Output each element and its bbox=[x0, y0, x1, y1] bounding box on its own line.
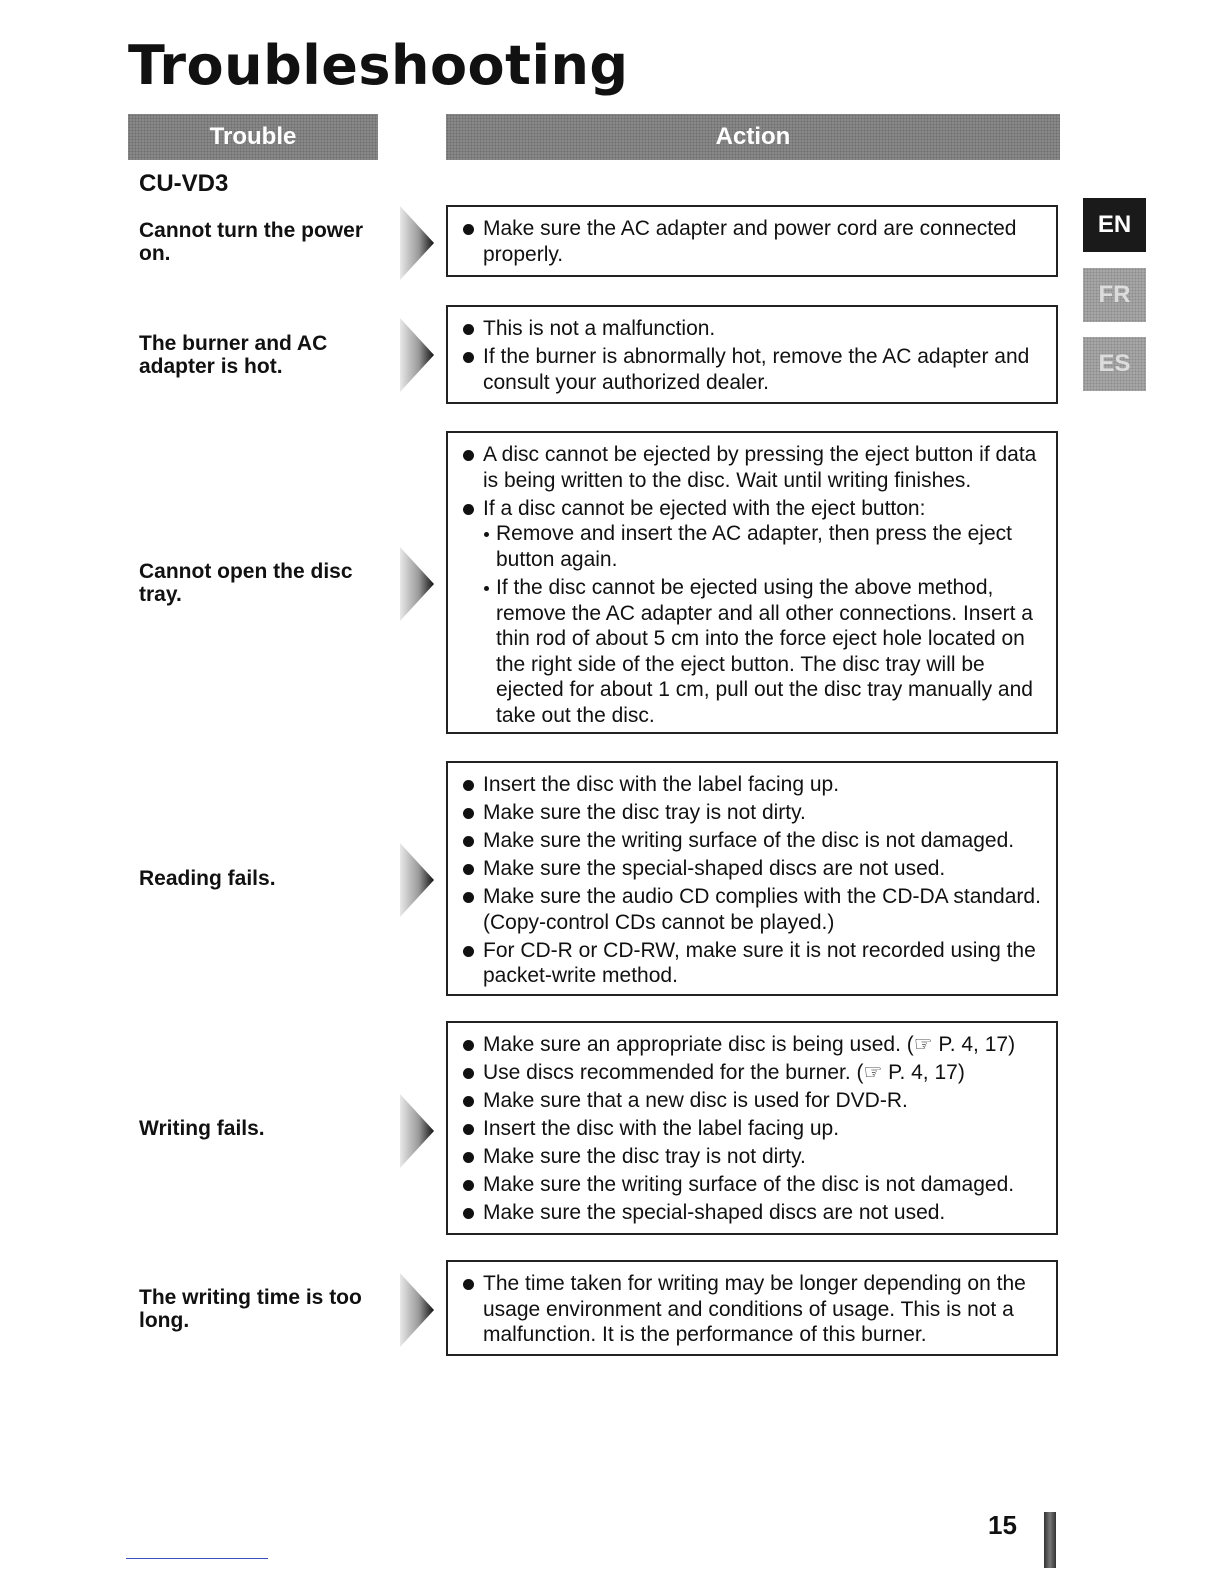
action-item: This is not a malfunction. bbox=[462, 316, 1042, 342]
action-item: Make sure the disc tray is not dirty. bbox=[462, 1144, 1042, 1170]
action-item: Insert the disc with the label facing up. bbox=[462, 772, 1042, 798]
page-title: Troubleshooting bbox=[128, 34, 629, 97]
arrow-right-icon bbox=[398, 1094, 434, 1168]
action-box bbox=[446, 205, 1058, 277]
action-item: Make sure the AC adapter and power cord are connected properly. bbox=[462, 216, 1042, 267]
action-sub-item: If the disc cannot be ejected using the above method, remove the AC adapter and all other connections. Insert a thin rod of about 5 cm into the force eject hole located on the right side of the eject button. The disc tray will be ejected for about 1 cm, pull out the disc tray manually and take out the disc. bbox=[483, 575, 1042, 728]
footer-rule bbox=[126, 1558, 268, 1559]
action-item: Make sure the disc tray is not dirty. bbox=[462, 800, 1042, 826]
arrow-right-icon bbox=[398, 547, 434, 621]
action-item: If the burner is abnormally hot, remove the AC adapter and consult your authorized dealer. bbox=[462, 344, 1042, 395]
page-edge-marker bbox=[1044, 1512, 1056, 1568]
action-box bbox=[446, 1260, 1058, 1356]
arrow-right-icon bbox=[398, 1273, 434, 1347]
action-item: Make sure the special-shaped discs are not used. bbox=[462, 1200, 1042, 1226]
action-item: A disc cannot be ejected by pressing the eject button if data is being written to the disc. Wait until writing finishes. bbox=[462, 442, 1042, 493]
action-box bbox=[446, 1021, 1058, 1235]
action-item: The time taken for writing may be longer depending on the usage environment and conditions of usage. This is not a malfunction. It is the performance of this burner. bbox=[462, 1271, 1042, 1348]
trouble-item: The burner and AC adapter is hot. bbox=[139, 332, 328, 378]
arrow-right-icon bbox=[398, 318, 434, 392]
trouble-item: Writing fails. bbox=[139, 1116, 265, 1140]
model-name: CU-VD3 bbox=[139, 170, 229, 197]
action-item: Use discs recommended for the burner. (☞ P. 4, 17) bbox=[462, 1060, 1042, 1086]
action-box bbox=[446, 305, 1058, 404]
arrow-right-icon bbox=[398, 843, 434, 917]
action-item: Make sure that a new disc is used for DVD-R. bbox=[462, 1088, 1042, 1114]
trouble-item: Cannot turn the power on. bbox=[139, 219, 363, 265]
action-item: For CD-R or CD-RW, make sure it is not recorded using the packet-write method. bbox=[462, 938, 1042, 989]
language-tab-es[interactable]: ES bbox=[1083, 337, 1146, 391]
trouble-item: Reading fails. bbox=[139, 867, 276, 890]
action-item: Insert the disc with the label facing up. bbox=[462, 1116, 1042, 1142]
action-item: Make sure the audio CD complies with the CD-DA standard. (Copy-control CDs cannot be played.) bbox=[462, 884, 1042, 935]
action-item bbox=[462, 496, 1042, 729]
action-item: Make sure an appropriate disc is being used. (☞ P. 4, 17) bbox=[462, 1032, 1042, 1058]
action-item-text: If a disc cannot be ejected with the eject button: bbox=[483, 496, 926, 520]
trouble-item: Cannot open the disc tray. bbox=[139, 560, 353, 606]
arrow-right-icon bbox=[398, 206, 434, 280]
trouble-item: The writing time is too long. bbox=[139, 1286, 362, 1332]
action-box bbox=[446, 431, 1058, 734]
action-item: Make sure the special-shaped discs are not used. bbox=[462, 856, 1042, 882]
trouble-column-header: Trouble bbox=[128, 114, 378, 160]
page-number: 15 bbox=[988, 1510, 1017, 1540]
action-sub-item: Remove and insert the AC adapter, then press the eject button again. bbox=[483, 521, 1042, 572]
language-tab-fr[interactable]: FR bbox=[1083, 268, 1146, 322]
action-box bbox=[446, 761, 1058, 996]
action-item: Make sure the writing surface of the disc is not damaged. bbox=[462, 828, 1042, 854]
action-column-header: Action bbox=[446, 114, 1060, 160]
action-item: Make sure the writing surface of the disc is not damaged. bbox=[462, 1172, 1042, 1198]
language-tab-en[interactable]: EN bbox=[1083, 198, 1146, 252]
